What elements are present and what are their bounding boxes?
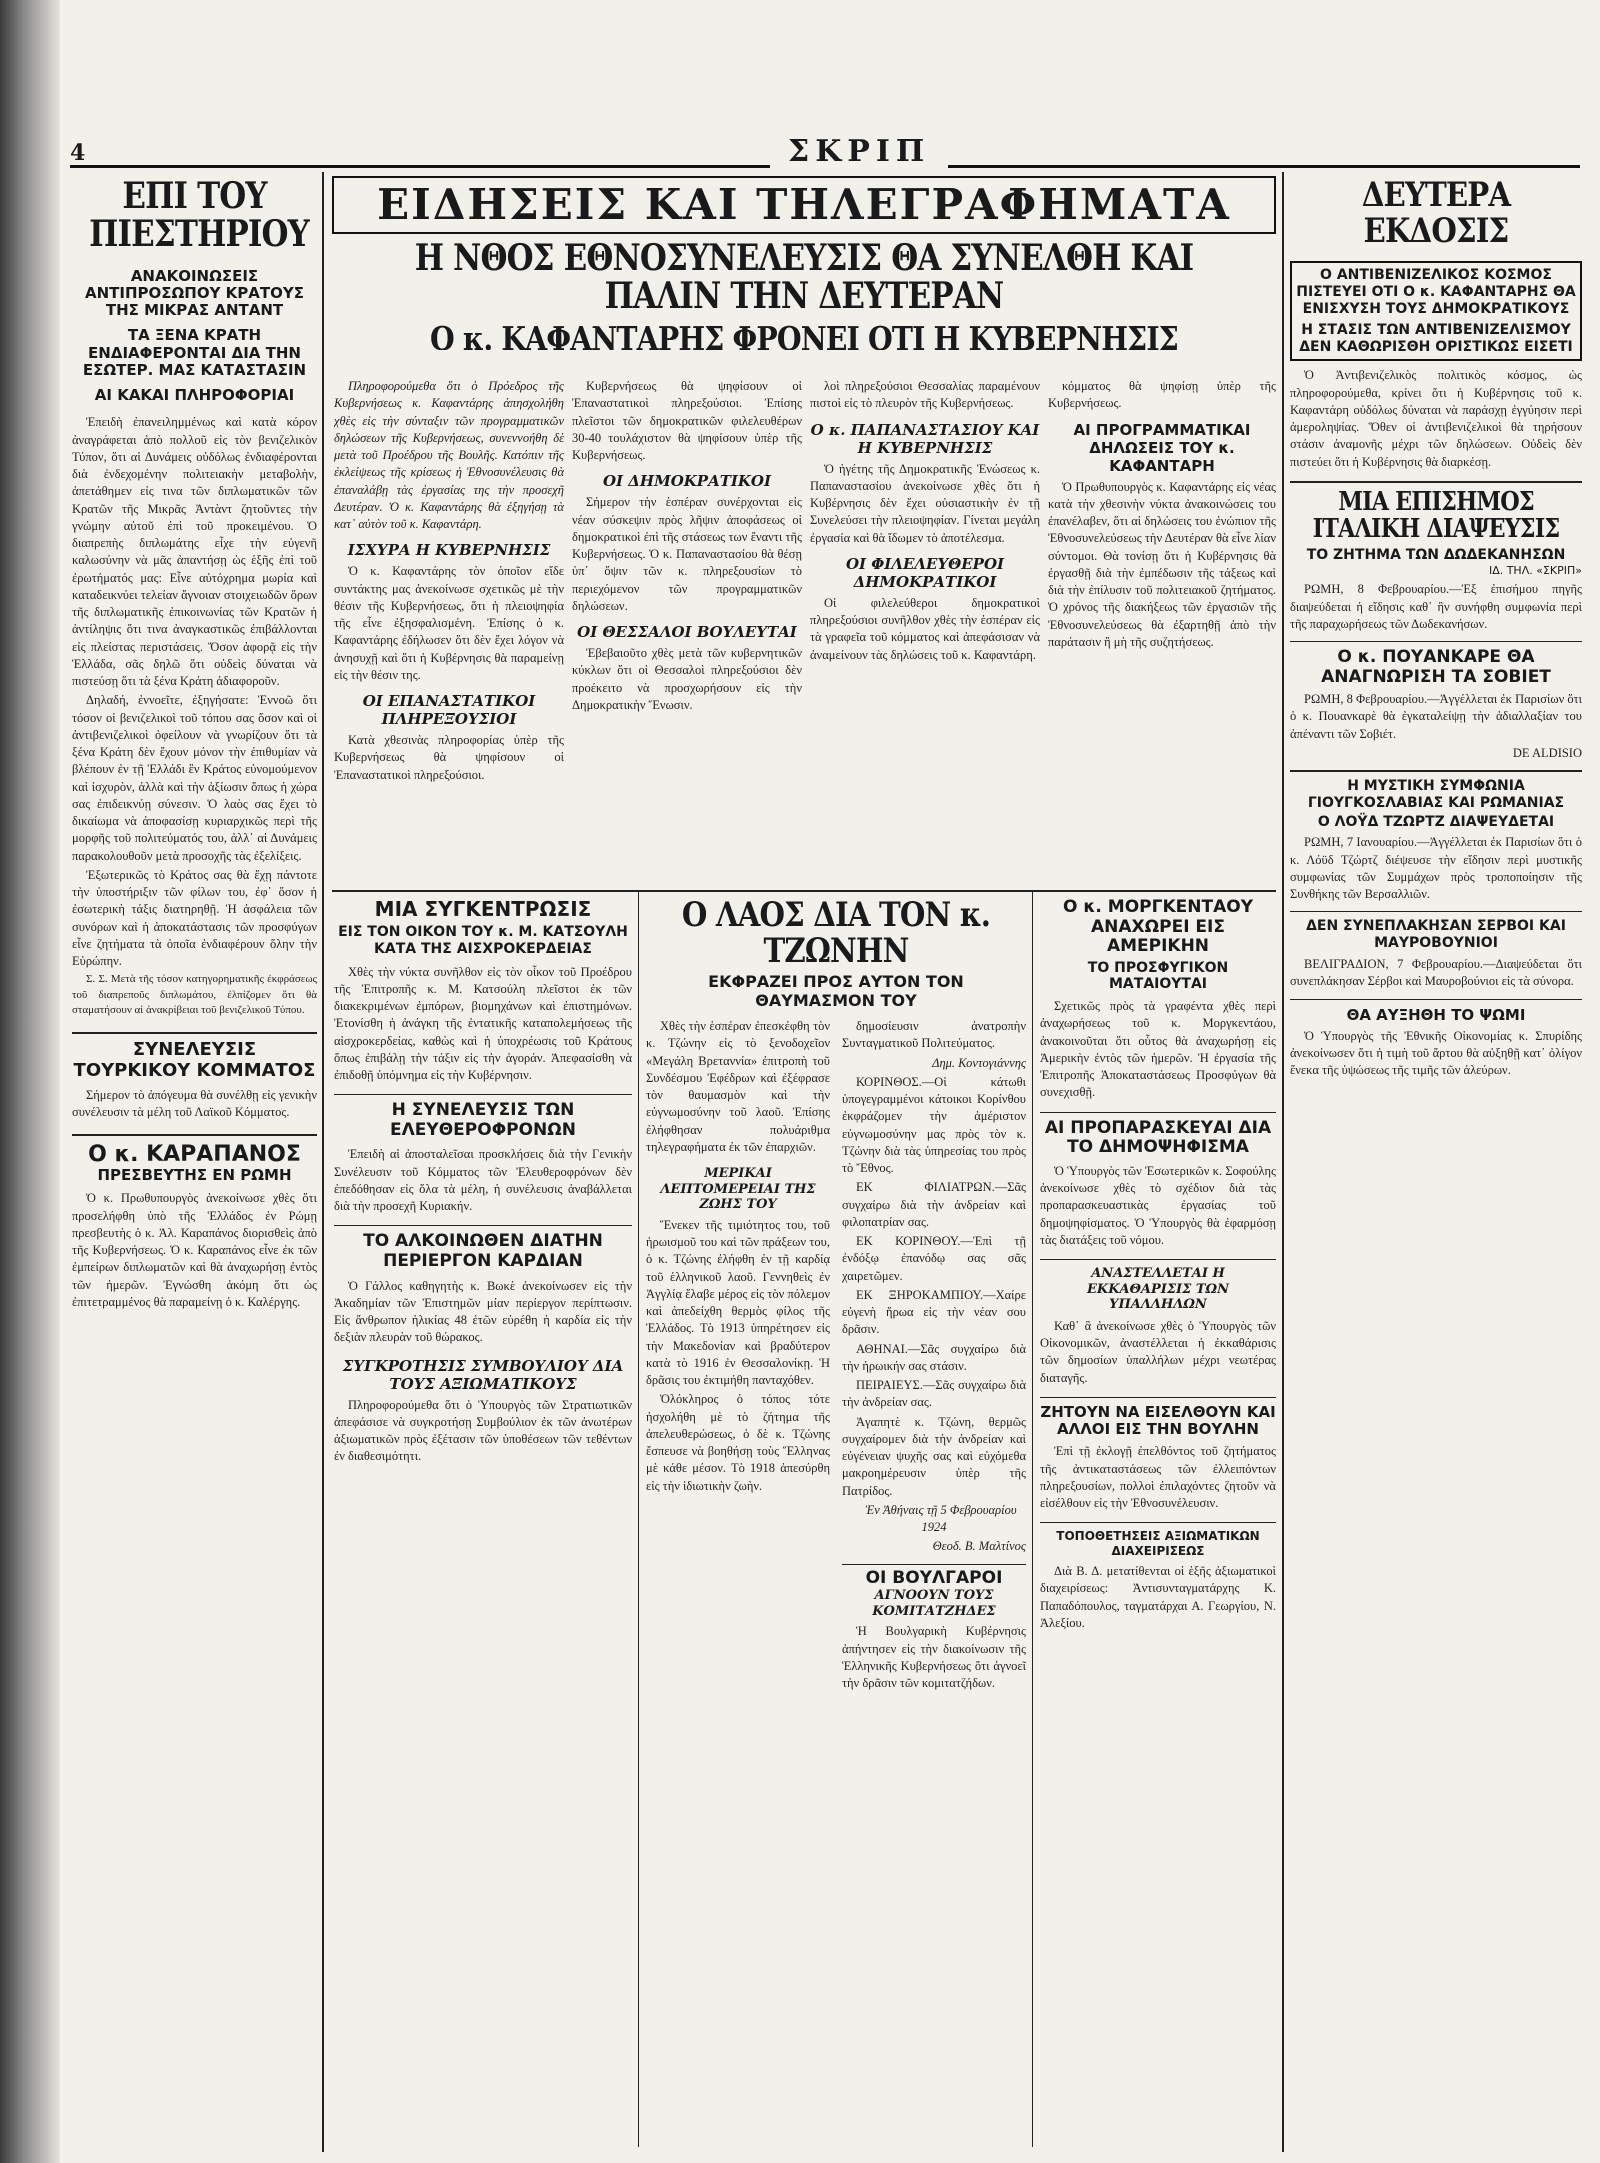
paragraph: ΕΚ ΞΗΡΟΚΑΜΠΙΟΥ.—Χαίρε εὐγενὴ ἥρωα εἰς τὴν νέαν σου δρᾶσιν. [842, 1287, 1026, 1337]
article-body [1040, 1443, 1276, 1512]
headline: ΔΕΝ ΣΥΝΕΠΛΑΚΗΣΑΝ ΣΕΡΒΟΙ ΚΑΙ ΜΑΥΡΟΒΟΥΝΙΟΙ [1306, 918, 1566, 952]
article-body [810, 378, 1040, 413]
paragraph: ΡΩΜΗ, 7 Ιανουαρίου.—Ἀγγέλλεται ἐκ Παρισίων ὅτι ὁ κ. Λόϋδ Τζώρτζ διέψευσε τὴν εἴδησιν περὶ μυστικῆς συμφωνίας τῶν Συμμάχων πρὸς τροποποίησιν τῆς Συνθήκης τῶν Βερσαλλιῶν. [1290, 835, 1582, 902]
article-body [646, 1217, 830, 1495]
divider [72, 1134, 317, 1136]
column-4 [1290, 172, 1582, 2147]
article-body [334, 732, 564, 784]
divider [1290, 999, 1582, 1000]
headline: ΘΑ ΑΥΞΗΘΗ ΤΟ ΨΩΜΙ [1346, 1005, 1526, 1024]
article-title: ΟΙ ΒΟΥΛΓΑΡΟΙ [865, 1567, 1003, 1588]
headline: Η ΜΥΣΤΙΚΗ ΣΥΜΦΩΝΙΑ ΓΙΟΥΓΚΟΣΛΑΒΙΑΣ ΚΑΙ ΡΩΜΑΝΙΑΣ [1307, 778, 1565, 811]
paragraph: Δηλαδή, ἐννοεῖτε, ἐξηγήσατε: Ἐννοῶ ὅτι τόσον οἱ βενιζελικοὶ τοῦ τόπου σας ὅσον καὶ οἱ ἀντιβενιζελικοὶ ὀφείλουν νὰ γνωρίζουν ὅτι τὰ ξένα Κράτη δὲν ἔχουν μόνον τὴν ἐπιθυμίαν νὰ βλέπουν ἐν τῇ Ἑλλάδι ἓν Κράτος εὐνομούμενον καὶ ἰσχυρὸν, ἀλλὰ καὶ τὴν ἀξίωσιν ὅπως ἡ χώρα σας ἐπιδεικνύῃ σύνεσιν. Ὁ λαὸς σας ἔχει τὸ δικαίωμα νὰ ἀποφασίσῃ κυριαρχικῶς περὶ τῆς μορφῆς τοῦ πολιτεύματός του, ἀλλ᾽ αἱ Δυνάμεις παρακολουθοῦν μετὰ προσοχῆς τὰς ἐξελίξεις. [72, 693, 317, 863]
binding-shadow [0, 0, 60, 2163]
subhead: ΜΕΡΙΚΑΙ ΛΕΠΤΟΜΕΡΕΙΑΙ ΤΗΣ ΖΩΗΣ ΤΟΥ [660, 1166, 816, 1213]
headline: Ο κ. ΚΑΦΑΝΤΑΡΗΣ ΦΡΟΝΕΙ ΟΤΙ Η ΚΥΒΕΡΝΗΣΙΣ [430, 318, 1178, 350]
headline: Ο κ. ΠΟΥΑΝΚΑΡΕ ΘΑ ΑΝΑΓΝΩΡΙΣΗ ΤΑ ΣΟΒΙΕΤ [1321, 647, 1551, 687]
article-body [842, 1018, 1026, 1556]
subhead: ΑΙ ΠΡΟΓΡΑΜΜΑΤΙΚΑΙ ΔΗΛΩΣΕΙΣ ΤΟΥ κ. ΚΑΦΑΝΤΑΡΗ [1073, 420, 1251, 475]
paragraph: δημοσίευσιν ἀνατροπὴν Συνταγματικοῦ Πολιτεύματος. [842, 1019, 1026, 1051]
subhead: ΟΙ ΔΗΜΟΚΡΑΤΙΚΟΙ [602, 472, 772, 491]
subhead: ΟΙ ΘΕΣΣΑΛΟΙ ΒΟΥΛΕΥΤΑΙ [577, 623, 797, 641]
article-title: Ο κ. ΚΑΡΑΠΑΝΟΣ [88, 1141, 301, 1167]
article-title: ΑΙ ΠΡΟΠΑΡΑΣΚΕΥΑΙ ΔΙΑ ΤΟ ΔΗΜΟΨΗΦΙΣΜΑ [1044, 1117, 1272, 1158]
article-title: Η ΣΥΝΕΛΕΥΣΙΣ ΤΩΝ ΕΛΕΥΘΕΡΟΦΡΟΝΩΝ [390, 1100, 576, 1140]
divider [1290, 911, 1582, 912]
section-banner: ΔΕΥΤΕΡΑ ΕΚΔΟΣΙΣ [1361, 175, 1511, 251]
article-body [1048, 378, 1276, 413]
column-rule [322, 172, 324, 2152]
paragraph: Διὰ Β. Δ. μετατίθενται οἱ ἑξῆς ἀξιωματικοὶ διαχειρίσεως: Ἀντισυνταγματάρχης Κ. Παπαδόπουλος, ταγματάρχαι Α. Γεωργίου, Ν. Ἀλεξίου. [1040, 1564, 1276, 1630]
paragraph: Σήμερον τὸ ἀπόγευμα θὰ συνέλθῃ εἰς γενικὴν συνέλευσιν τὰ μέλη τοῦ Λαϊκοῦ Κόμματος. [72, 1088, 317, 1120]
article-title: ΤΟΠΟΘΕΤΗΣΕΙΣ ΑΞΙΩΜΑΤΙΚΩΝ ΔΙΑΧΕΙΡΙΣΕΩΣ [1056, 1529, 1260, 1558]
paragraph: Ἐβεβαιοῦτο χθὲς μετὰ τῶν κυβερνητικῶν κύκλων ὅτι οἱ Θεσσαλοὶ πληρεξούσιοι δὲν προέκειτο νὰ προσχωρήσουν εἰς τὴν Δημοκρατικὴν Ἕνωσιν. [572, 646, 802, 712]
article-body [1290, 1028, 1582, 1080]
divider [1290, 481, 1582, 483]
center-right [842, 1018, 1026, 1694]
lead-column-b [572, 378, 802, 883]
paragraph: ΡΩΜΗ, 8 Φεβρουαρίου.—Ἐξ ἐπισήμου πηγῆς διαψεύδεται ἡ εἴδησις καθ᾽ ἣν συνήφθη συμφωνία περὶ τῆς παραχωρήσεως τῶν Δωδεκανήσων. [1290, 582, 1582, 631]
article-body [646, 1018, 830, 1156]
dateline: Ἐν Ἀθήναις τῇ 5 Φεβρουαρίου 1924 [865, 1502, 1017, 1535]
signature: Δημ. Κοντογιάννης [932, 1055, 1026, 1070]
article-subheading: ΠΡΕΣΒΕΥΤΗΣ ΕΝ ΡΩΜΗ [97, 1166, 292, 1185]
article-body [810, 595, 1040, 664]
paragraph: Ἐπειδὴ ἐπανειλημμένως καὶ κατὰ κόρον ἀναγράφεται ἀπὸ πολλοῦ εἰς τὸν βενιζελικὸν Τύπον, ὅτι αἱ Δυνάμεις οὐδόλως ἐνδιαφέρονται διὰ ἐνδεχομένην πολιτειακὴν μεταβολὴν, ἀπετάθημεν εἰς τινα τῶν διπλωματικῶν τῶν Κρατῶν τῆς Μικρᾶς Ἀντὰντ ζητοῦντες τὴν γνώμην αὐτοῦ ἐπὶ τοῦ προκειμένου. Ὁ διαπρεπὴς διπλωμάτης εἶχε τὴν εὐγενῆ καλωσύνην νὰ μᾶς ἀπαντήσῃ ὡς ἑξῆς ἐπὶ τοῦ ἐρωτήματός μας: Εἶνε αὐτόχρημα μωρία καὶ καταδεικνύει τελείαν ἄγνοιαν στοιχειωδῶν ὅρων τῆς διπλωματικῆς ἐπικοινωνίας τῶν Κρατῶν ἡ ἀντίληψις ὅτι τινα ἀναγκαστικῶς ἐπιβάλλονται εἰς πλείστας περιστάσεις. Ὅσον ἀφορᾷ εἰς τὴν Ἑλλάδα, σᾶς δηλῶ ὅτι οὐδεὶς δύναται νὰ πιστεύσῃ ὅτι τὰ ξένα Κράτη ἀδιαφοροῦν. [72, 415, 317, 689]
center-left [646, 1018, 830, 1694]
paragraph: Ὁ Πρωθυπουργὸς κ. Καφαντάρης εἰς νέας κατὰ τὴν χθεσινὴν νύκτα ἀνακοινώσεις του ἐπανέλαβεν, ὅτι αἱ δηλώσεις του ἐνώπιον τῆς Ἐθνοσυνελεύσεως τὴν Δευτέραν θὰ εἶνε λίαν σύντομοι. Θὰ τονίσῃ ὅτι ἡ Κυβέρνησις θὰ ἐργασθῇ διὰ τὴν ἐμπέδωσιν τῆς τάξεως καὶ διὰ τὴν ἐπίλυσιν τοῦ πολιτειακοῦ ζητήματος. Ὁ χρόνος τῆς διακήξεως τῶν ἐργασιῶν τῆς Ἐθνοσυνελεύσεως θὰ ἐξαρτηθῇ ἀπὸ τὴν παράτασιν ἢ μὴ τῆς συζητήσεως. [1048, 479, 1276, 649]
paragraph: Ἐπειδὴ αἱ ἀποσταλεῖσαι προσκλήσεις διὰ τὴν Γενικὴν Συνέλευσιν τοῦ Κόμματος τῶν Ἐλευθεροφρόνων δὲν ἐπεδόθησαν εἰς ὅλα τὰ μέλη, ἡ συνέλευσις ἀναβάλλεται διὰ τὴν προσεχῆ Κυριακήν. [334, 1147, 632, 1214]
paragraph: Ὁ Γάλλος καθηγητὴς κ. Βωκὲ ἀνεκοίνωσεν εἰς τὴν Ἀκαδημίαν τῶν Ἐπιστημῶν μίαν περίεργον περίπτωσιν. Εἰς ἄνθρωπον ἡλικίας 48 ἐτῶν εὑρέθη ἡ καρδία εἰς τὴν δεξιὰν πλευρὰν τοῦ θώρακος. [334, 1278, 632, 1345]
paragraph: ΡΩΜΗ, 8 Φεβρουαρίου.—Ἀγγέλλεται ἐκ Παρισίων ὅτι ὁ κ. Πουανκαρὲ θὰ ἐγκαταλείψῃ τὴν ἀδιαλλαξίαν του ἀπέναντι τῶν Σοβιέτ. [1290, 692, 1582, 741]
divider [842, 1564, 1026, 1565]
headline: Ο ΑΝΤΙΒΕΝΙΖΕΛΙΚΟΣ ΚΟΣΜΟΣ ΠΙΣΤΕΥΕΙ ΟΤΙ Ο κ. ΚΑΦΑΝΤΑΡΗΣ ΘΑ ΕΝΙΣΧΥΣΗ ΤΟΥΣ ΔΗΜΟΚΡΑΤΙΚΟΥΣ [1296, 267, 1576, 317]
divider [1290, 770, 1582, 772]
headline: Η ΝΘΟΣ ΕΘΝΟΣΥΝΕΛΕΥΣΙΣ ΘΑ ΣΥΝΕΛΘΗ ΚΑΙ ΠΑΛΙΝ ΤΗΝ ΔΕΥΤΕΡΑΝ [414, 240, 1194, 317]
article-subheading: ΑΝΑΚΟΙΝΩΣΕΙΣ ΑΝΤΙΠΡΟΣΩΠΟΥ ΚΡΑΤΟΥΣ ΤΗΣ ΜΙΚΡΑΣ ΑΝΤΑΝΤ [85, 266, 304, 320]
article-subheading: ΤΑ ΞΕΝΑ ΚΡΑΤΗ ΕΝΔΙΑΦΕΡΟΝΤΑΙ ΔΙΑ ΤΗΝ ΕΣΩΤΕΡ. ΜΑΣ ΚΑΤΑΣΤΑΣΙΝ [82, 326, 307, 379]
paragraph: ΚΟΡΙΝΘΟΣ.—Οἱ κάτωθι ὑπογεγραμμένοι κάτοικοι Κορίνθου ἐκφράζομεν τὴν ἀμέριστον εὐγνωμοσύνην μας πρὸς τὸν κ. Τζώνην διὰ τὰς ὑπηρεσίας του πρὸς τὸ Ἔθνος. [842, 1074, 1026, 1176]
paragraph: Πληροφορούμεθα ὅτι ὁ Ὑπουργὸς τῶν Στρατιωτικῶν ἀπεφάσισε νὰ συγκροτήσῃ Συμβούλιον ἐκ τῶν ἀνωτέρων ἀξιωματικῶν πρὸς ἐξέτασιν τῶν ὑποθέσεων τῶν τεθέντων ἐν διαθεσιμότητι. [334, 1397, 632, 1464]
article-body [334, 1278, 632, 1347]
wire-tag: ΙΔ. ΤΗΛ. «ΣΚΡΙΠ» [1488, 564, 1582, 578]
article-body [1290, 581, 1582, 633]
divider [1040, 1522, 1276, 1523]
column-rule [1282, 172, 1284, 2152]
article-title: ΕΠΙ ΤΟΥ ΠΙΕΣΤΗΡΙΟΥ [89, 175, 309, 255]
article-body [334, 964, 632, 1085]
divider [1040, 1397, 1276, 1398]
headline: Η ΣΤΑΣΙΣ ΤΩΝ ΑΝΤΙΒΕΝΙΖΕΛΙΣΜΟΥ ΔΕΝ ΚΑΘΩΡΙΣΘΗ ΟΡΙΣΤΙΚΩΣ ΕΙΣΕΤΙ [1299, 321, 1573, 355]
article-subheading: ΕΙΣ ΤΟΝ ΟΙΚΟΝ ΤΟΥ κ. Μ. ΚΑΤΣΟΥΛΗ ΚΑΤΑ ΤΗΣ ΑΙΣΧΡΟΚΕΡΔΕΙΑΣ [338, 924, 628, 957]
article-title: ΜΙΑ ΣΥΓΚΕΝΤΡΩΣΙΣ [374, 898, 592, 921]
article-body [72, 1087, 317, 1122]
paragraph: Ἀγαπητὲ κ. Τζώνη, θερμῶς συγχαίρομεν διὰ τὴν ἀνδρείαν καὶ εὐγένειαν ψυχῆς σας καὶ εὐχόμεθα μακροημέρευσιν ὑπὲρ τῆς Πατρίδος. [842, 1414, 1026, 1498]
lead-column-a [334, 378, 564, 883]
article-body [842, 1623, 1026, 1692]
paragraph: Ὁ Ὑπουργὸς τῶν Ἐσωτερικῶν κ. Σοφούλης ἀνεκοίνωσε χθὲς τὸ σχέδιον διὰ τὰς προπαρασκευαστικὰς ἐργασίας τοῦ δημοψηφίσματος. Ὁ Ὑπουργὸς θὰ ἐφαρμόσῃ τὰς διατάξεις τοῦ νόμου. [1040, 1163, 1276, 1247]
column-rule [638, 892, 639, 2147]
column-3 [1040, 898, 1276, 2148]
divider [1040, 1259, 1276, 1260]
article-title: ΣΥΝΕΛΕΥΣΙΣ ΤΟΥΡΚΙΚΟΥ ΚΟΜΜΑΤΟΣ [73, 1038, 316, 1081]
article-body [810, 461, 1040, 547]
paragraph: ΒΕΛΙΓΡΑΔΙΟΝ, 7 Φεβρουαρίου.—Διαψεύδεται ὅτι συνεπλάκησαν Σέρβοι καὶ Μαυροβούνιοι εἰς τὰ σύνορα. [1290, 957, 1582, 989]
lead-column-d [1048, 378, 1276, 883]
divider [1290, 641, 1582, 642]
article-title: ΑΝΑΣΤΕΛΛΕΤΑΙ Η ΕΚΚΑΘΑΡΙΣΙΣ ΤΩΝ ΥΠΑΛΛΗΛΩΝ [1087, 1266, 1229, 1313]
paragraph: Κατὰ χθεσινὰς πληροφορίας ὑπὲρ τῆς Κυβερνήσεως θὰ ψηφίσουν οἱ Ἐπαναστατικοὶ πληρεξούσιοι. [334, 733, 564, 782]
paragraph: Χθὲς τὴν ἑσπέραν ἐπεσκέφθη τὸν κ. Τζώνην εἰς τὸ ξενοδοχεῖον «Μεγάλη Βρεταννία» ἐπιτροπὴ τοῦ Συνδέσμου Ἐφέδρων καὶ ἐξέφρασε τὸν θαυμασμὸν καὶ τὴν εὐγνωμοσύνην τοῦ λαοῦ. Ἐπίσης ἐλήφθησαν πολυάριθμα τηλεγραφήματα ἐκ τῶν ἐπαρχιῶν. [646, 1019, 830, 1154]
article-subheading: ΤΟ ΠΡΟΣΦΥΓΙΚΟΝ ΜΑΤΑΙΟΥΤΑΙ [1087, 959, 1229, 993]
paragraph: Πληροφορούμεθα ὅτι ὁ Πρόεδρος τῆς Κυβερνήσεως κ. Καφαντάρης ἀπησχολήθη χθὲς εἰς τὴν σύνταξιν τῶν προγραμματικῶν δηλώσεων τῆς Κυβερνήσεως, συνεννοήθη δὲ μετὰ τοῦ Προέδρου τῆς Βουλῆς. Κατόπιν τῆς ἐκλείψεως τῆς κρίσεως ἡ Ἐθνοσυνέλευσις θὰ ἐπαναλάβῃ τὰς ἐργασίας της τὴν προσεχῆ Δευτέραν. Ὁ κ. Καφαντάρης θὰ ἐξηγήσῃ τὰ κατ᾽ αὐτὸν τοῦ κ. Καφαντάρη. [334, 379, 564, 531]
column-rule [1032, 892, 1033, 2147]
paragraph: Καθ᾽ ἃ ἀνεκοίνωσε χθὲς ὁ Ὑπουργὸς τῶν Οἰκονομικῶν, ἀναστέλλεται ἡ ἐκκαθάρισις τῶν δημοσίων ὑπαλλήλων μέχρι νεωτέρας διαταγῆς. [1040, 1318, 1276, 1385]
paragraph: Κυβερνήσεως θὰ ψηφίσουν οἱ Ἐπαναστατικοὶ πληρεξούσιοι. Ἐπίσης πλεῖστοι τῶν δημοκρατικῶν φιλελευθέρων 30-40 τουλάχιστον θὰ ψηφίσουν ὑπὲρ τῆς Κυβερνήσεως. [572, 379, 802, 462]
article-subheading: ΤΟ ΖΗΤΗΜΑ ΤΩΝ ΔΩΔΕΚΑΝΗΣΩΝ [1306, 547, 1566, 564]
byline: DE ALDISIO [1512, 745, 1582, 760]
paragraph: Ὁ Ὑπουργὸς τῆς Ἐθνικῆς Οἰκονομίας κ. Σπυρίδης ἀνεκοίνωσεν ὅτι ἡ τιμὴ τοῦ ἄρτου θὰ αὐξηθῇ κατ᾽ ὀλίγον ἕνεκα τῆς ὑψώσεως τῆς τιμῆς τῶν ἀλεύρων. [1290, 1028, 1582, 1078]
article-title: Ο κ. ΜΟΡΓΚΕΝΤΑΟΥ ΑΝΑΧΩΡΕΙ ΕΙΣ ΑΜΕΡΙΚΗΝ [1062, 898, 1253, 957]
article-body [72, 1190, 317, 1311]
article-body [1040, 1563, 1276, 1632]
article-body [1290, 834, 1582, 903]
article-subheading: Ο ΛΟΫΔ ΤΖΩΡΤΖ ΔΙΑΨΕΥΔΕΤΑΙ [1317, 813, 1555, 830]
banner-title: ΕΙΔΗΣΕΙΣ ΚΑΙ ΤΗΛΕΓΡΑΦΗΜΑΤΑ [377, 180, 1231, 229]
paragraph: Ἐξωτερικῶς τὸ Κράτος σας θὰ ἔχῃ πάντοτε τὴν ὑποστήριξιν τῶν φίλων του, ἐφ᾽ ὅσον ἡ ἐσωτερικὴ τάξις διατηρηθῇ. Ἡ ἀσφάλεια τῶν συνόρων καὶ ἡ ἀποκατάστασις τῶν προσφύγων εἶνε ζητήματα τὰ ὁποῖα ἐνδιαφέρουν ὅλην τὴν Εὐρώπην. [72, 867, 317, 969]
article-subheading: ΑΙ ΚΑΚΑΙ ΠΛΗΡΟΦΟΡΙΑΙ [94, 386, 295, 405]
article-body [1040, 998, 1276, 1102]
divider [72, 1032, 317, 1034]
lead-headlines [332, 240, 1276, 350]
article-body [572, 645, 802, 714]
paragraph: Σχετικῶς πρὸς τὰ γραφέντα χθὲς περὶ ἀναχωρήσεως τοῦ κ. Μοργκεντάου, ἀνακοινοῦται ὅτι οὗτος θὰ ἀναχωρήσῃ εἰς Ἀμερικὴν ἐντὸς τῶν ἡμερῶν. Ἡ ἐργασία τῆς Ἐπιτροπῆς Ἀποκαταστάσεως Προσφύγων θὰ συνεχισθῇ. [1040, 999, 1276, 1100]
article-body [1290, 691, 1582, 762]
paragraph: ΕΚ ΚΟΡΙΝΘΟΥ.—Ἐπὶ τῇ ἐνδόξῳ ἐπανόδῳ σας σᾶς χαιρετῶμεν. [842, 1234, 1026, 1283]
subhead: ΟΙ ΦΙΛΕΛΕΥΘΕΡΟΙ ΔΗΜΟΚΡΑΤΙΚΟΙ [845, 554, 1005, 591]
paragraph: ΑΘΗΝΑΙ.—Σᾶς συγχαίρω διὰ τὴν ἡρωικήν σας στάσιν. [842, 1341, 1026, 1373]
column-2 [334, 898, 632, 2148]
paper-name: ΣΚΡΙΠ [770, 134, 948, 169]
paragraph: Ὁ ἡγέτης τῆς Δημοκρατικῆς Ἑνώσεως κ. Παπαναστασίου ἀνεκοίνωσε χθὲς ὅτι ἡ Κυβέρνησις δὲν ἔχει οὐσιαστικὴν ἐν τῇ Συνελεύσει τὴν πλειοψηφίαν. Γίνεται μεγάλη ἐργασία καὶ θὰ ἴδωμεν τὸ ἀποτέλεσμα. [810, 461, 1040, 545]
paragraph: Σ. Σ. Μετὰ τῆς τόσον κατηγορηματικῆς ἐκφράσεως τοῦ διαπρεποῦς διπλωμάτου, ἐλπίζομεν ὅτι θὰ σταματήσουν αἱ ἀνακρίβειαι τοῦ βενιζελικοῦ Τύπου. [72, 973, 317, 1016]
paragraph: κόμματος θὰ ψηφίσῃ ὑπὲρ τῆς Κυβερνήσεως. [1048, 379, 1276, 411]
paragraph: Ὁλόκληρος ὁ τόπος τότε ἠσχολήθη μὲ τὸ ζήτημα τῆς ἀπελευθερώσεως, ὁ δὲ κ. Τζώνης ἔσπευσε νὰ βοηθήσῃ τοὺς Ἕλληνας μὲ κάθε μέσον. Τὸ 1918 ἀπεσύρθη εἰς τὴν ἰδιωτικὴν ζωὴν. [646, 1392, 830, 1493]
section-banner [332, 176, 1276, 234]
paragraph: Ἕνεκεν τῆς τιμιότητος του, τοῦ ἡρωισμοῦ του καὶ τῶν πράξεων του, ὁ κ. Τζώνης ἐλήφθη ἐν τῇ καρδίᾳ τοῦ ἑλληνικοῦ λαοῦ. Γεννηθεὶς ἐν Ἀγγλίᾳ ἔλαβε μέρος εἰς τὸν πόλεμον καὶ ἀπεδείχθη θερμὸς φίλος τῆς Ἑλλάδος. Τὸ 1913 ὑπηρέτησεν εἰς τὴν Μακεδονίαν καὶ βραδύτερον κατὰ τὸ 1916 ἐν Θεσσαλονίκῃ. Ἡ δρᾶσις του ἐκτιμήθη πανταχόθεν. [646, 1217, 830, 1388]
center-columns [646, 1018, 1026, 1694]
article-title: ΤΟ ΑΛΚΟΙΝΩΘΕΝ ΔΙΑΤΗΝ ΠΕΡΙΕΡΓΟΝ ΚΑΡΔΙΑΝ [363, 1231, 603, 1271]
subhead: ΣΥΓΚΡΟΤΗΣΙΣ ΣΥΜΒΟΥΛΙΟΥ ΔΙΑ ΤΟΥΣ ΑΞΙΩΜΑΤΙΚΟΥΣ [342, 1356, 624, 1393]
paragraph: λοὶ πληρεξούσιοι Θεσσαλίας παραμένουν πιστοὶ εἰς τὸ πλευρὸν τῆς Κυβερνήσεως. [810, 379, 1040, 411]
subhead: Ο κ. ΠΑΠΑΝΑΣΤΑΣΙΟΥ ΚΑΙ Η ΚΥΒΕΡΝΗΣΙΣ [810, 420, 1040, 457]
paragraph: Ὁ κ. Καφαντάρης τὸν ὁποῖον εἴδε συντάκτης μας ἀνεκοίνωσε σχετικῶς μὲ τὴν θέσιν τῆς Κυβερνήσεως, ὅτι ἡ πλειοψηφία τῆς εἶνε ἐξησφαλισμένη. Ἐπίσης ὁ κ. Καφαντάρης ἐδήλωσεν ὅτι δὲν ἔχει λόγον νὰ ἀνησυχῇ καὶ ὅτι ἡ Κυβέρνησις θὰ παραμείνῃ εἰς τὴν θέσιν της. [334, 564, 564, 682]
paragraph: ΕΚ ΦΙΛΙΑΤΡΩΝ.—Σᾶς συγχαίρω διὰ τὴν ἀνδρείαν καὶ φιλοπατρίαν σας. [842, 1180, 1026, 1229]
article-body [334, 563, 564, 684]
article-body [1040, 1318, 1276, 1387]
article-title: Ο ΛΑΟΣ ΔΙΑ ΤΟΝ κ. ΤΖΩΝΗΝ [681, 898, 991, 971]
subhead: ΟΙ ΕΠΑΝΑΣΤΑΤΙΚΟΙ ΠΛΗΡΕΞΟΥΣΙΟΙ [362, 692, 536, 728]
article-body [1048, 479, 1276, 652]
subhead: ΙΣΧΥΡΑ Η ΚΥΒΕΡΝΗΣΙΣ [347, 541, 551, 560]
article-body [1040, 1163, 1276, 1249]
paragraph: Σήμερον τὴν ἑσπέραν συνέρχονται εἰς νέαν σύσκεψιν πρὸς λῆψιν ἀποφάσεως οἱ δημοκρατικοὶ ἐπὶ τῆς στάσεως των ἔναντι τῆς Κυβερνήσεως. Ὁ κ. Παπαναστασίου θὰ θέσῃ ὑπ᾽ ὄψιν τῶν κ. πληρεξουσίων τὸ περιεχόμενον τῶν προγραμματικῶν δηλώσεων. [572, 495, 802, 613]
headline: ΜΙΑ ΕΠΙΣΗΜΟΣ ΙΤΑΛΙΚΗ ΔΙΑΨΕΥΣΙΣ [1312, 486, 1560, 545]
article-title: ΖΗΤΟΥΝ ΝΑ ΕΙΣΕΛΘΟΥΝ ΚΑΙ ΑΛΛΟΙ ΕΙΣ ΤΗΝ ΒΟΥΛΗΝ [1040, 1402, 1276, 1439]
divider [334, 1225, 632, 1226]
paragraph: Χθὲς τὴν νύκτα συνῆλθον εἰς τὸν οἶκον τοῦ Προέδρου τῆς Ἐπιτροπῆς κ. Μ. Κατσούλη πλεῖστοι ἐκ τῶν διακεκριμένων ἐμπόρων, βιομηχάνων καὶ ἐπιστημόνων. Ἐτονίσθη ἡ ἀνάγκη τῆς ἐντατικῆς καταπολεμήσεως τῆς αἰσχροκερδείας, καθὼς καὶ ἡ ὑποχρέωσις τοῦ Κράτους ὅπως ἐπιβάλῃ τὴν τάξιν εἰς τὴν ἀγοράν. Ἀπεφασίσθη νὰ ἐπιδοθῇ ὑπόμνημα εἰς τὴν Κυβέρνησιν. [334, 964, 632, 1083]
paragraph: Ἡ Βουλγαρικὴ Κυβέρνησις ἀπήντησεν εἰς τὴν διακοίνωσιν τῆς Ἑλληνικῆς Κυβερνήσεως ὅτι ἀγνοεῖ τὴν δρᾶσιν τῶν κομιτατζήδων. [842, 1624, 1026, 1691]
page-number: 4 [70, 140, 86, 166]
paragraph: Οἱ φιλελεύθεροι δημοκρατικοὶ πληρεξούσιοι συνῆλθον χθὲς τὴν ἑσπέραν εἰς τὰ γραφεῖα τοῦ κόμματος καὶ ἀπεφάσισαν νὰ ἀναμείνουν τὰς δηλώσεις τοῦ κ. Καφαντάρη. [810, 595, 1040, 662]
article-subheading: ΕΚΦΡΑΖΕΙ ΠΡΟΣ ΑΥΤΟΝ ΤΟΝ ΘΑΥΜΑΣΜΟΝ ΤΟΥ [708, 972, 964, 1010]
paragraph: ΠΕΙΡΑΙΕΥΣ.—Σᾶς συγχαίρω διὰ τὴν ἀνδρείαν σας. [842, 1378, 1026, 1410]
masthead [70, 134, 1580, 169]
column-1 [72, 172, 317, 2147]
article-body [334, 1397, 632, 1466]
article-body [334, 378, 564, 533]
lead-column-c [810, 378, 1040, 883]
paragraph: Ὁ Ἀντιβενιζελικὸς πολιτικὸς κόσμος, ὡς πληροφορούμεθα, κρίνει ὅτι ἡ Κυβέρνησις τοῦ κ. Καφαντάρη οὐδόλως δύναται νὰ παράσχῃ ἐγγύησιν περὶ ἀμεροληψίας. Ὅθεν οἱ ἀντιβενιζελικοὶ θὰ τηρήσουν στάσιν ἀναμονῆς μέχρι τῶν δηλώσεων. Οὐδεὶς δὲν πιστεύει ὅτι ἡ Κυβέρνησις θὰ διαρκέσῃ. [1290, 368, 1582, 469]
article-body [1290, 956, 1582, 991]
article-body [1290, 367, 1582, 471]
section-rule [332, 890, 1276, 892]
boxed-headline [1290, 261, 1582, 361]
divider [334, 1094, 632, 1095]
article-subheading: ΑΓΝΟΟΥΝ ΤΟΥΣ ΚΟΜΙΤΑΤΖΗΔΕΣ [872, 1588, 996, 1619]
article-body [572, 378, 802, 464]
article-body [572, 494, 802, 615]
column-center [646, 898, 1026, 2148]
article-body [72, 414, 317, 1018]
signature: Θεοδ. Β. Μαλτίνος [932, 1539, 1026, 1554]
paragraph: Ὁ κ. Πρωθυπουργὸς ἀνεκοίνωσε χθὲς ὅτι προσελήφθη ὑπὸ τῆς Ἑλλάδος ἐν Ρώμῃ πρεσβευτὴς ὁ κ. Ἀλ. Καραπάνος διορισθεὶς ἀπὸ τῆς Κυβερνήσεως. Ὁ κ. Καραπάνος εἶνε ἐκ τῶν ἐμπείρων διπλωματῶν καὶ θὰ ἀναχωρήσῃ ἐντὸς τῶν ἡμερῶν. Ἐγνώσθη ἀκόμη ὅτι ὡς ἐπιτετραμμένος θὰ παραμείνῃ ὁ κ. Καλέργης. [72, 1191, 317, 1309]
paragraph: Ἐπὶ τῇ ἐκλογῇ ἐπελθόντος τοῦ ζητήματος τῆς ἀντικαταστάσεως τῶν ἐλλειπόντων πληρεξουσίων, πολλοὶ ἐπιλαχόντες ζητοῦν νὰ εἰσέλθουν εἰς τὴν Ἐθνοσυνέλευσιν. [1040, 1444, 1276, 1511]
divider [1040, 1112, 1276, 1113]
article-body [334, 1146, 632, 1215]
